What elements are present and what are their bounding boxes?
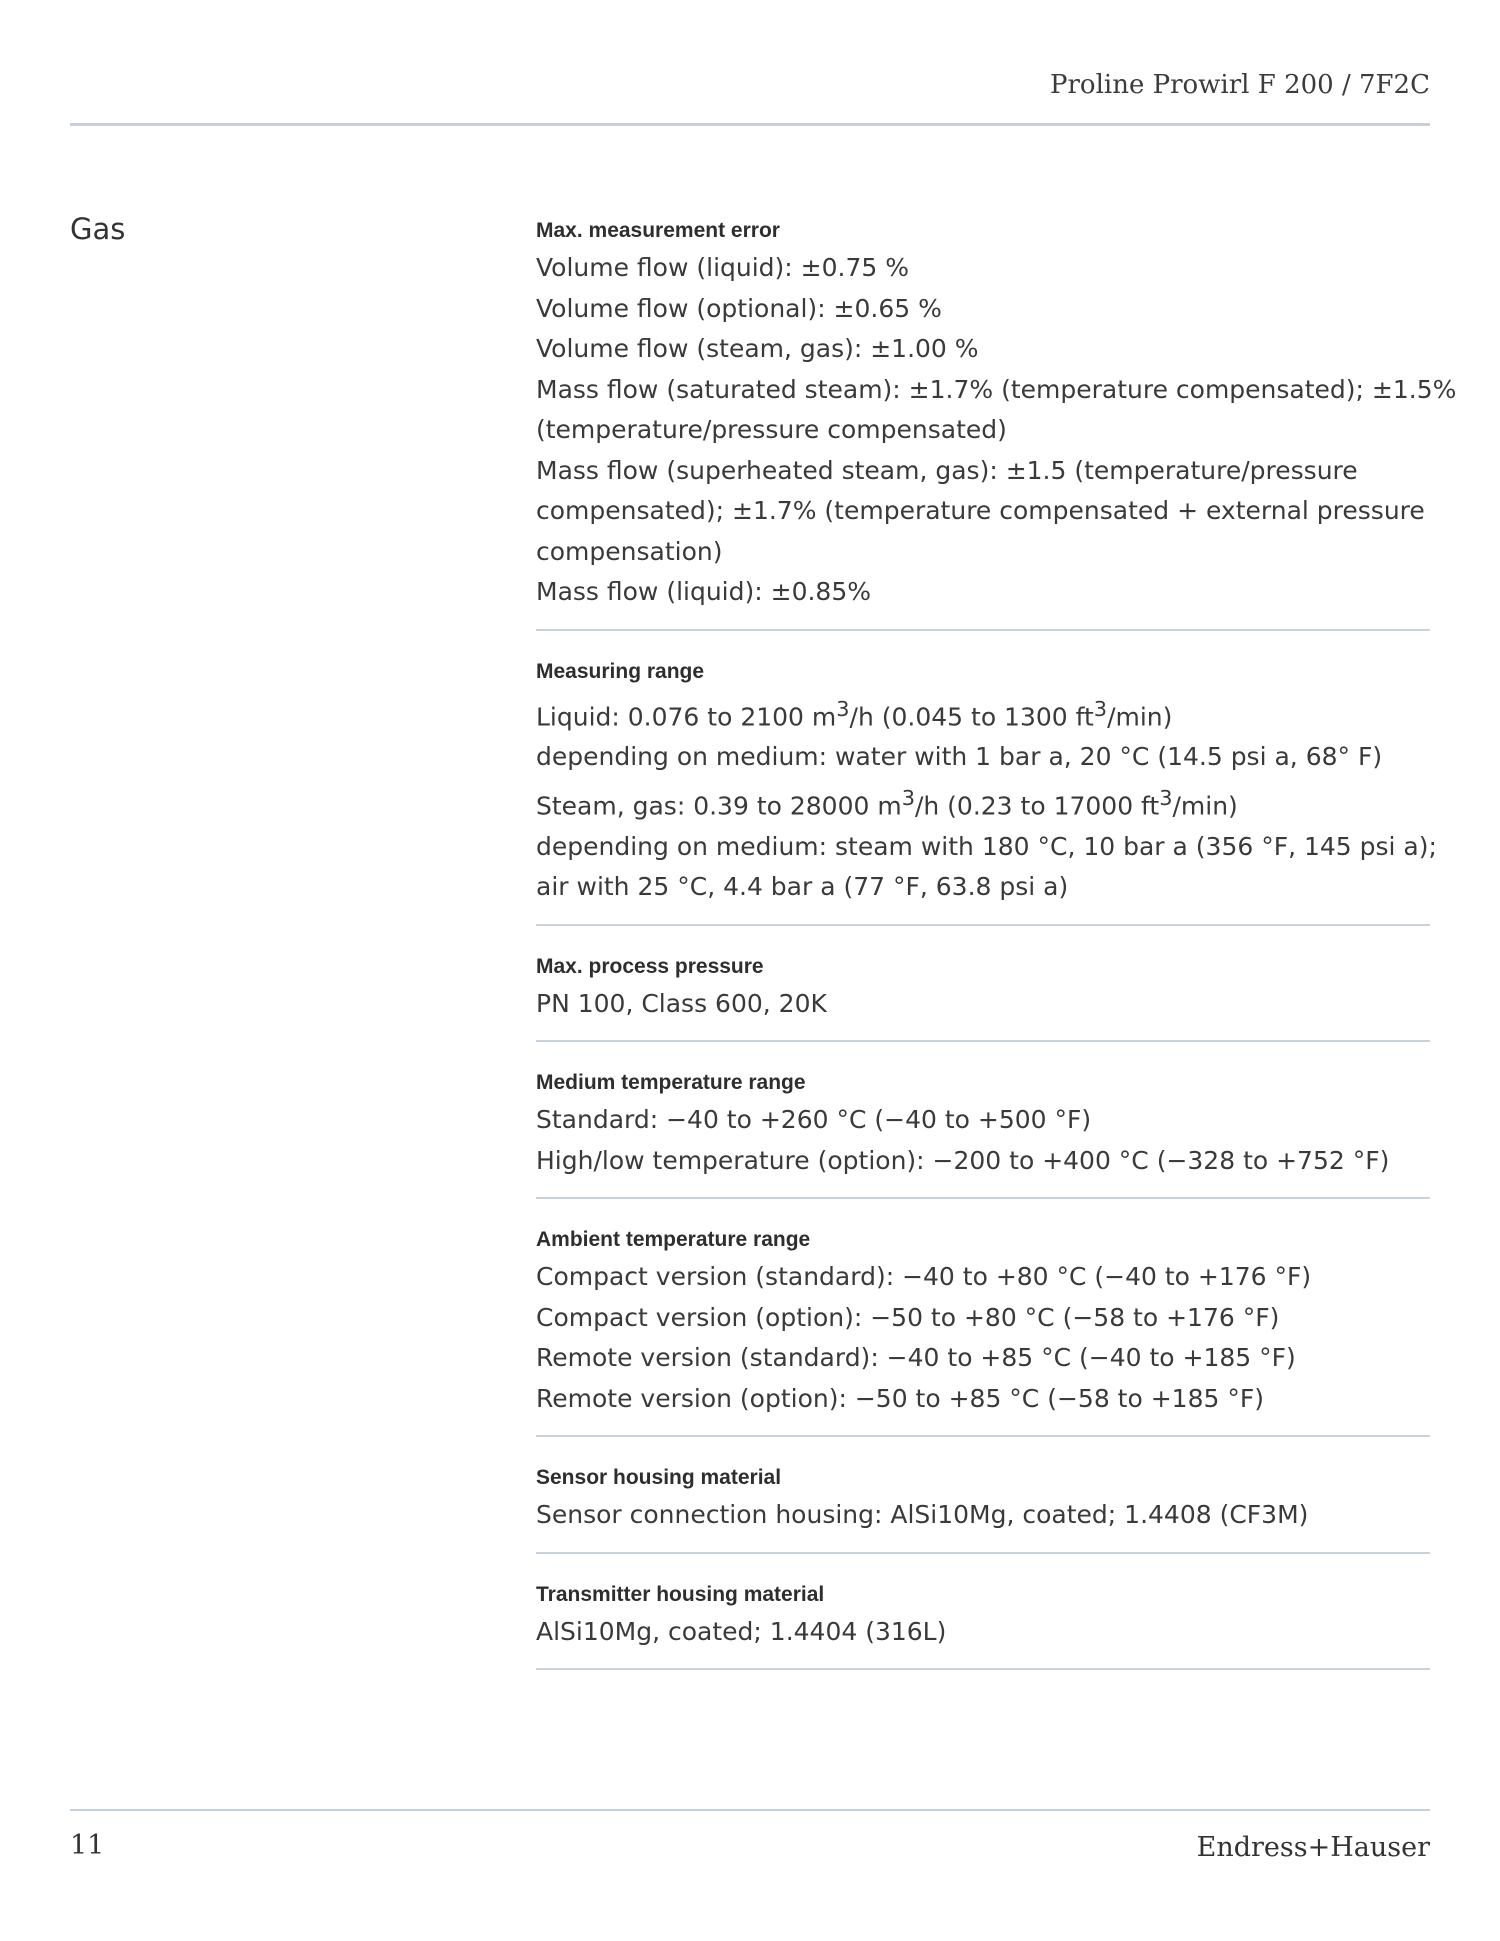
spec-max-measurement-error bbox=[536, 214, 1457, 631]
spec-sensor-housing-material bbox=[536, 1461, 1430, 1554]
footer-divider bbox=[70, 1809, 1430, 1811]
spec-line: (temperature/pressure compensated) bbox=[536, 415, 1007, 444]
spec-medium-temperature-range bbox=[536, 1066, 1430, 1199]
text-fragment: /min) bbox=[1107, 701, 1173, 731]
superscript: 3 bbox=[1093, 696, 1108, 721]
spec-heading: Transmitter housing material bbox=[536, 1582, 825, 1606]
superscript: 3 bbox=[836, 696, 850, 721]
spec-line: High/low temperature (option): −200 to +400 °C (−328 to +752 °F) bbox=[536, 1145, 1390, 1175]
spec-line: Remote version (option): −50 to +85 °C (−58 to +185 °F) bbox=[536, 1383, 1264, 1413]
spec-line: Mass flow (superheated steam, gas): ±1.5 (temperature/pressure bbox=[536, 455, 1358, 485]
text-fragment: Steam, gas: 0.39 to 28000 m bbox=[536, 791, 902, 821]
spec-list bbox=[536, 214, 1457, 1694]
brand-name: Endress+Hauser bbox=[1196, 1832, 1430, 1863]
spec-line: depending on medium: steam with 180 °C, 10 bar a (356 °F, 145 psi a); bbox=[536, 831, 1437, 861]
spec-line: Compact version (standard): −40 to +80 °C (−40 to +176 °F) bbox=[536, 1262, 1312, 1292]
spec-line-liquid bbox=[536, 689, 1430, 738]
spec-line-steam bbox=[536, 778, 1430, 827]
spec-line: Remote version (standard): −40 to +85 °C (−40 to +185 °F) bbox=[536, 1343, 1296, 1373]
text-fragment: Liquid: 0.076 to 2100 m bbox=[536, 701, 837, 731]
spec-line: compensated); ±1.7% (temperature compensated + external pressure bbox=[536, 496, 1425, 525]
document-header-title: Proline Prowirl F 200 / 7F2C bbox=[1050, 70, 1430, 100]
spec-line: Mass flow (saturated steam): ±1.7% (temperature compensated); ±1.5% bbox=[536, 374, 1457, 404]
text-fragment: /min) bbox=[1172, 791, 1238, 821]
text-fragment: /h (0.23 to 17000 ft bbox=[914, 791, 1160, 821]
spec-heading: Ambient temperature range bbox=[536, 1228, 811, 1252]
spec-line: Volume flow (optional): ±0.65 % bbox=[536, 293, 942, 323]
spec-max-process-pressure bbox=[536, 950, 1430, 1043]
spec-line: compensation) bbox=[536, 536, 723, 566]
section-title: Gas bbox=[70, 212, 126, 246]
text-fragment: /h (0.045 to 1300 ft bbox=[849, 701, 1094, 731]
spec-heading: Sensor housing material bbox=[536, 1466, 782, 1490]
page-number: 11 bbox=[70, 1830, 105, 1861]
spec-heading: Max. process pressure bbox=[536, 954, 764, 978]
spec-transmitter-housing-material bbox=[536, 1578, 1430, 1671]
spec-heading: Measuring range bbox=[536, 659, 705, 683]
spec-ambient-temperature-range bbox=[536, 1223, 1430, 1437]
spec-line: Volume flow (steam, gas): ±1.00 % bbox=[536, 334, 979, 363]
spec-measuring-range bbox=[536, 655, 1437, 926]
superscript: 3 bbox=[1159, 785, 1173, 810]
spec-line: AlSi10Mg, coated; 1.4404 (316L) bbox=[536, 1616, 947, 1646]
spec-line: Mass flow (liquid): ±0.85% bbox=[536, 577, 871, 606]
header-divider bbox=[70, 123, 1430, 126]
spec-line: air with 25 °C, 4.4 bar a (77 °F, 63.8 psi a) bbox=[536, 872, 1069, 902]
spec-line: Sensor connection housing: AlSi10Mg, coated; 1.4408 (CF3M) bbox=[536, 1500, 1309, 1530]
spec-line: depending on medium: water with 1 bar a, 20 °C (14.5 psi a, 68° F) bbox=[536, 742, 1383, 772]
spec-heading: Medium temperature range bbox=[536, 1071, 806, 1095]
spec-line: Volume flow (liquid): ±0.75 % bbox=[536, 253, 909, 282]
spec-line: Standard: −40 to +260 °C (−40 to +500 °F) bbox=[536, 1105, 1092, 1135]
spec-line: PN 100, Class 600, 20K bbox=[536, 988, 827, 1018]
spec-line: Compact version (option): −50 to +80 °C (−58 to +176 °F) bbox=[536, 1302, 1280, 1332]
superscript: 3 bbox=[901, 785, 915, 810]
spec-heading: Max. measurement error bbox=[536, 219, 780, 242]
